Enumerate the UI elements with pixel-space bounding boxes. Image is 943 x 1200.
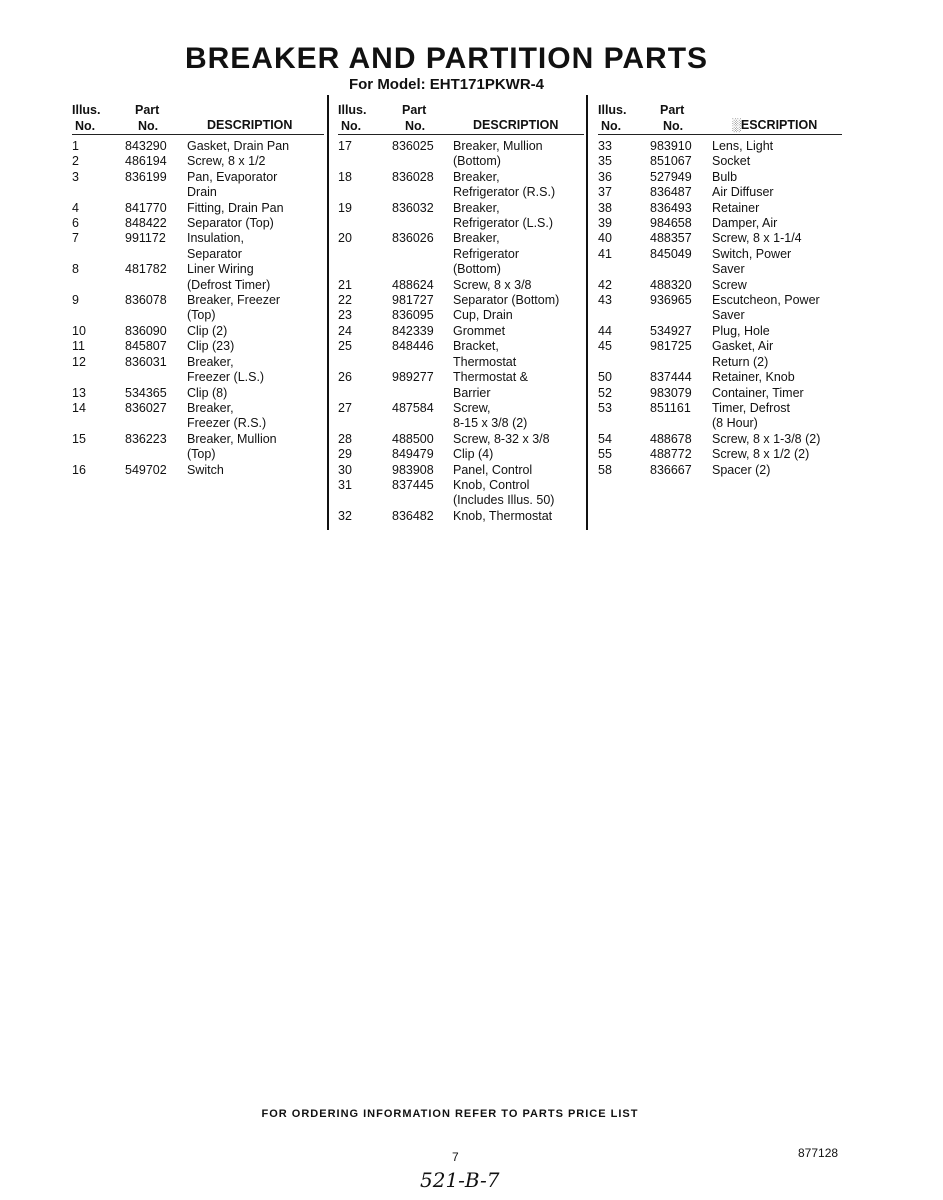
- illus-number: 4: [72, 200, 79, 215]
- table-row: [598, 463, 842, 478]
- part-description: Liner Wiring (Defrost Timer): [187, 262, 271, 292]
- part-number: 488357: [650, 231, 692, 246]
- table-row: [338, 170, 584, 201]
- table-row: [72, 339, 324, 354]
- part-description: Thermostat & Barrier: [453, 370, 529, 400]
- part-description: Screw, 8-32 x 3/8: [453, 431, 550, 446]
- table-row: [338, 231, 584, 277]
- part-description: Screw, 8 x 1-1/4: [712, 231, 802, 246]
- part-number: 845049: [650, 246, 692, 261]
- part-description: Escutcheon, Power Saver: [712, 293, 820, 323]
- part-number: 527949: [650, 169, 692, 184]
- illus-number: 43: [598, 293, 612, 308]
- part-number: 837445: [392, 477, 434, 492]
- header-illus: Illus.: [72, 103, 101, 117]
- table-row: [598, 201, 842, 216]
- part-description: Spacer (2): [712, 462, 771, 477]
- part-number: 836078: [125, 293, 167, 308]
- header-rule: [598, 134, 842, 135]
- table-row: [72, 231, 324, 262]
- header-description: ░ESCRIPTION: [732, 118, 818, 132]
- part-number: 534365: [125, 385, 167, 400]
- part-description: Breaker, Freezer (Top): [187, 293, 281, 323]
- table-row: [338, 324, 584, 339]
- part-description: Breaker, Freezer (L.S.): [187, 354, 265, 385]
- illus-number: 20: [338, 231, 352, 246]
- part-description: Gasket, Drain Pan: [187, 139, 290, 153]
- illus-number: 52: [598, 385, 612, 400]
- part-number: 851161: [650, 400, 691, 415]
- part-number: 488320: [650, 277, 692, 292]
- part-number: 836028: [392, 169, 434, 184]
- part-number: 487584: [392, 400, 434, 415]
- part-number: 936965: [650, 293, 692, 308]
- illus-number: 35: [598, 154, 612, 169]
- table-row: [598, 370, 842, 385]
- table-row: [338, 463, 584, 478]
- part-number: 836482: [392, 508, 434, 523]
- part-number: 836027: [125, 400, 167, 415]
- illus-number: 39: [598, 216, 612, 231]
- table-row: [598, 216, 842, 231]
- table-row: [72, 201, 324, 216]
- illus-number: 14: [72, 400, 86, 415]
- part-number: 836026: [392, 231, 434, 246]
- part-description: Retainer, Knob: [712, 370, 795, 385]
- table-row: [72, 401, 324, 432]
- table-row: [598, 339, 842, 370]
- table-row: [598, 401, 842, 432]
- header-part-no: No.: [138, 119, 159, 133]
- column-divider: [327, 95, 329, 530]
- illus-number: 1: [72, 139, 79, 153]
- header-part: Part: [660, 103, 685, 117]
- part-number: 845807: [125, 339, 167, 354]
- illus-number: 22: [338, 293, 352, 308]
- part-description: Air Diffuser: [712, 185, 774, 200]
- part-description: Damper, Air: [712, 216, 778, 231]
- part-number: 836025: [392, 139, 434, 153]
- illus-number: 28: [338, 431, 352, 446]
- illus-number: 9: [72, 293, 79, 308]
- part-description: Timer, Defrost (8 Hour): [712, 400, 791, 431]
- table-row: [72, 432, 324, 463]
- part-description: Separator (Bottom): [453, 293, 560, 308]
- part-number: 981725: [650, 339, 692, 354]
- table-row: [72, 154, 324, 169]
- part-description: Separator (Top): [187, 216, 274, 231]
- part-description: Gasket, Air Return (2): [712, 339, 774, 369]
- part-description: Breaker, Mullion (Bottom): [453, 139, 543, 169]
- part-description: Knob, Control (Includes Illus. 50): [453, 477, 555, 508]
- part-description: Switch, Power Saver: [712, 246, 792, 277]
- part-number: 836090: [125, 323, 167, 338]
- table-row: [598, 432, 842, 447]
- table-row: [338, 509, 584, 524]
- table-row: [598, 231, 842, 246]
- table-row: [72, 262, 324, 293]
- header-illus-no: No.: [75, 119, 96, 133]
- header-rule: [72, 134, 324, 135]
- part-number: 851067: [650, 154, 692, 169]
- header-illus: Illus.: [598, 103, 627, 117]
- illus-number: 58: [598, 462, 612, 477]
- table-row: [72, 139, 324, 154]
- table-row: [338, 447, 584, 462]
- table-row: [338, 201, 584, 232]
- part-number: 836199: [125, 169, 167, 184]
- part-description: Breaker, Refrigerator (R.S.): [453, 169, 556, 200]
- table-row: [598, 293, 842, 324]
- table-row: [338, 339, 584, 370]
- illus-number: 32: [338, 508, 352, 523]
- table-row: [338, 370, 584, 401]
- part-description: Screw, 8-15 x 3/8 (2): [453, 400, 528, 431]
- part-description: Grommet: [453, 323, 506, 338]
- illus-number: 33: [598, 139, 612, 153]
- part-number: 534927: [650, 323, 692, 338]
- illus-number: 21: [338, 277, 352, 292]
- illus-number: 2: [72, 154, 79, 169]
- part-number: 836095: [392, 308, 434, 323]
- illus-number: 40: [598, 231, 612, 246]
- document-number: 877128: [798, 1146, 839, 1160]
- part-number: 981727: [392, 293, 434, 308]
- part-description: Clip (2): [187, 323, 228, 338]
- part-description: Container, Timer: [712, 385, 804, 400]
- table-row: [598, 170, 842, 185]
- illus-number: 26: [338, 370, 352, 385]
- part-number: 837444: [650, 370, 692, 385]
- illus-number: 29: [338, 447, 352, 462]
- illus-number: 11: [72, 339, 85, 354]
- illus-number: 54: [598, 431, 612, 446]
- part-number: 486194: [125, 154, 167, 169]
- part-number: 836487: [650, 185, 692, 200]
- illus-number: 17: [338, 139, 352, 153]
- table-row: [598, 139, 842, 154]
- part-description: Switch: [187, 462, 224, 477]
- part-number: 549702: [125, 462, 167, 477]
- illus-number: 42: [598, 277, 612, 292]
- part-description: Screw, 8 x 3/8: [453, 277, 532, 292]
- illus-number: 55: [598, 447, 612, 462]
- table-row: [338, 308, 584, 323]
- table-row: [338, 478, 584, 509]
- table-row: [72, 355, 324, 386]
- illus-number: 36: [598, 169, 612, 184]
- page-number: 7: [452, 1150, 459, 1164]
- illus-number: 38: [598, 200, 612, 215]
- part-description: Breaker, Mullion (Top): [187, 431, 277, 462]
- table-row: [72, 463, 324, 478]
- part-description: Panel, Control: [453, 462, 533, 477]
- table-row: [72, 216, 324, 231]
- illus-number: 45: [598, 339, 612, 354]
- part-number: 481782: [125, 262, 167, 277]
- illus-number: 12: [72, 354, 86, 369]
- part-description: Breaker, Refrigerator (Bottom): [453, 231, 519, 277]
- part-description: Bracket, Thermostat: [453, 339, 517, 369]
- part-description: Lens, Light: [712, 139, 774, 153]
- part-number: 983910: [650, 139, 692, 153]
- table-row: [72, 386, 324, 401]
- part-description: Breaker, Freezer (R.S.): [187, 400, 267, 431]
- handwritten-note: 521-B-7: [420, 1168, 500, 1192]
- table-row: [338, 139, 584, 170]
- illus-number: 37: [598, 185, 612, 200]
- part-description: Screw, 8 x 1/2 (2): [712, 447, 810, 462]
- model-subtitle: For Model: EHT171PKWR-4: [348, 76, 544, 93]
- part-number: 488624: [392, 277, 434, 292]
- part-number: 848446: [392, 339, 434, 354]
- part-description: Screw, 8 x 1-3/8 (2): [712, 431, 821, 446]
- part-number: 836493: [650, 200, 692, 215]
- illus-number: 16: [72, 462, 86, 477]
- illus-number: 6: [72, 216, 79, 231]
- part-description: Clip (23): [187, 339, 235, 354]
- table-row: [598, 154, 842, 169]
- part-number: 983079: [650, 385, 692, 400]
- part-number: 849479: [392, 447, 434, 462]
- illus-number: 24: [338, 323, 352, 338]
- ordering-note: FOR ORDERING INFORMATION REFER TO PARTS PRICE LIST: [261, 1108, 639, 1120]
- parts-list: [338, 139, 584, 524]
- table-row: [598, 247, 842, 278]
- illus-number: 44: [598, 323, 612, 338]
- part-number: 836032: [392, 200, 434, 215]
- part-description: Bulb: [712, 169, 738, 184]
- part-number: 842339: [392, 323, 434, 338]
- part-description: Screw: [712, 277, 747, 292]
- parts-list: [72, 139, 324, 478]
- parts-list: [598, 139, 842, 478]
- header-description: DESCRIPTION: [207, 118, 293, 132]
- part-description: Breaker, Refrigerator (L.S.): [453, 200, 554, 231]
- part-number: 488500: [392, 431, 434, 446]
- illus-number: 15: [72, 431, 86, 446]
- part-number: 836667: [650, 462, 692, 477]
- illus-number: 27: [338, 400, 352, 415]
- part-number: 983908: [392, 462, 434, 477]
- part-number: 488678: [650, 431, 692, 446]
- table-row: [338, 401, 584, 432]
- header-part-no: No.: [405, 119, 426, 133]
- header-part: Part: [135, 103, 160, 117]
- part-number: 488772: [650, 447, 692, 462]
- illus-number: 13: [72, 385, 86, 400]
- illus-number: 53: [598, 400, 612, 415]
- part-number: 843290: [125, 139, 167, 153]
- part-number: 991172: [125, 231, 166, 246]
- part-number: 841770: [125, 200, 167, 215]
- part-description: Clip (8): [187, 385, 228, 400]
- table-row: [598, 447, 842, 462]
- illus-number: 50: [598, 370, 612, 385]
- table-row: [338, 432, 584, 447]
- column-divider: [586, 95, 588, 530]
- header-rule: [338, 134, 584, 135]
- header-illus: Illus.: [338, 103, 367, 117]
- illus-number: 25: [338, 339, 352, 354]
- illus-number: 7: [72, 231, 79, 246]
- table-row: [338, 278, 584, 293]
- illus-number: 41: [598, 246, 612, 261]
- part-description: Screw, 8 x 1/2: [187, 154, 266, 169]
- part-number: 848422: [125, 216, 167, 231]
- part-description: Fitting, Drain Pan: [187, 200, 284, 215]
- illus-number: 3: [72, 169, 79, 184]
- part-description: Insulation, Separator: [187, 231, 244, 261]
- header-illus-no: No.: [601, 119, 622, 133]
- table-row: [72, 324, 324, 339]
- table-row: [72, 293, 324, 324]
- part-number: 984658: [650, 216, 692, 231]
- part-description: Cup, Drain: [453, 308, 513, 323]
- illus-number: 8: [72, 262, 79, 277]
- illus-number: 23: [338, 308, 352, 323]
- part-number: 836031: [125, 354, 167, 369]
- table-row: [598, 324, 842, 339]
- part-number: 989277: [392, 370, 434, 385]
- part-description: Plug, Hole: [712, 323, 770, 338]
- part-description: Clip (4): [453, 447, 494, 462]
- table-row: [598, 386, 842, 401]
- header-part: Part: [402, 103, 427, 117]
- header-part-no: No.: [663, 119, 684, 133]
- table-row: [598, 185, 842, 200]
- table-row: [338, 293, 584, 308]
- part-description: Retainer: [712, 200, 760, 215]
- part-number: 836223: [125, 431, 167, 446]
- header-description: DESCRIPTION: [473, 118, 559, 132]
- part-description: Socket: [712, 154, 751, 169]
- part-description: Pan, Evaporator Drain: [187, 169, 278, 200]
- illus-number: 30: [338, 462, 352, 477]
- part-description: Knob, Thermostat: [453, 508, 553, 523]
- illus-number: 19: [338, 200, 352, 215]
- illus-number: 10: [72, 323, 86, 338]
- illus-number: 18: [338, 169, 352, 184]
- illus-number: 31: [338, 477, 352, 492]
- page-title: BREAKER AND PARTITION PARTS: [184, 42, 709, 75]
- table-row: [598, 278, 842, 293]
- header-illus-no: No.: [341, 119, 362, 133]
- table-row: [72, 170, 324, 201]
